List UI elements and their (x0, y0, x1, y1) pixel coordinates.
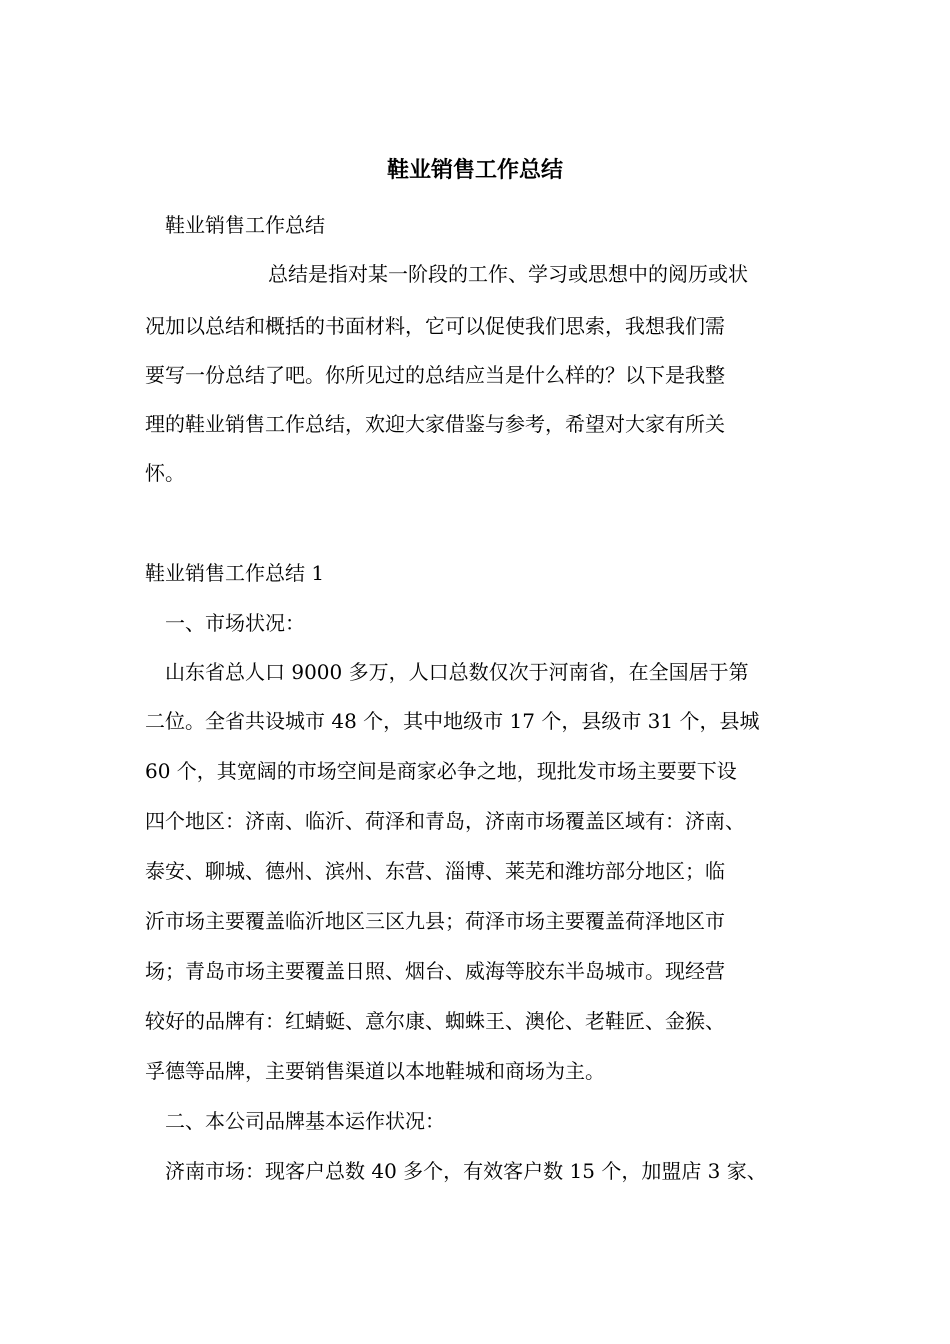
intro-line: 要写一份总结了吧。你所见过的总结应当是什么样的？以下是我整 (145, 363, 725, 387)
market-line: 较好的品牌有：红蜻蜓、意尔康、蜘蛛王、澳伦、老鞋匠、金猴、 (145, 1009, 725, 1033)
section-heading-market: 一、市场状况： (165, 611, 305, 635)
market-line: 孚德等品牌，主要销售渠道以本地鞋城和商场为主。 (145, 1059, 605, 1083)
jinan-market-line: 济南市场：现客户总数 40 多个，有效客户数 15 个，加盟店 3 家、 (165, 1159, 767, 1183)
intro-line: 况加以总结和概括的书面材料，它可以促使我们思索，我想我们需 (145, 314, 725, 338)
market-line: 泰安、聊城、德州、滨州、东营、淄博、莱芜和潍坊部分地区；临 (145, 859, 725, 883)
market-line: 场；青岛市场主要覆盖日照、烟台、威海等胶东半岛城市。现经营 (145, 959, 725, 983)
document-title: 鞋业销售工作总结 (386, 157, 563, 183)
market-line: 60 个，其宽阔的市场空间是商家必争之地，现批发市场主要要下设 (145, 759, 737, 783)
section-heading-brand: 二、本公司品牌基本运作状况： (165, 1109, 445, 1133)
market-line: 二位。全省共设城市 48 个，其中地级市 17 个，县级市 31 个，县城 (145, 709, 760, 733)
intro-line: 理的鞋业销售工作总结，欢迎大家借鉴与参考，希望对大家有所关 (145, 412, 725, 436)
market-line: 山东省总人口 9000 多万，人口总数仅次于河南省，在全国居于第 (165, 660, 749, 684)
market-line: 沂市场主要覆盖临沂地区三区九县；荷泽市场主要覆盖荷泽地区市 (145, 909, 725, 933)
intro-line: 怀。 (145, 461, 185, 485)
document-subtitle: 鞋业销售工作总结 (165, 213, 325, 237)
intro-line: 总结是指对某一阶段的工作、学习或思想中的阅历或状 (268, 262, 748, 286)
section-title: 鞋业销售工作总结 1 (145, 561, 325, 585)
market-line: 四个地区：济南、临沂、荷泽和青岛，济南市场覆盖区域有：济南、 (145, 809, 745, 833)
